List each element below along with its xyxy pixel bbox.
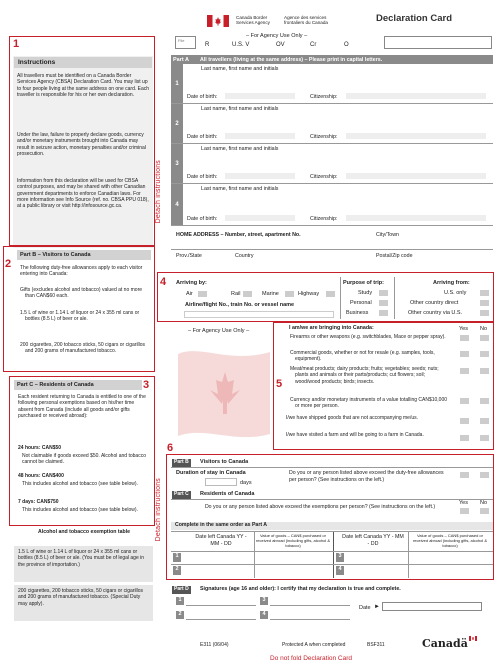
table-row-number: 4 bbox=[336, 566, 344, 575]
origin-us-checkbox[interactable] bbox=[480, 290, 489, 296]
dob-field[interactable] bbox=[225, 215, 295, 221]
mode-highway: Highway bbox=[298, 291, 320, 297]
mode-rail: Rail bbox=[231, 291, 241, 297]
instructions-para-1: All travellers must be identified on a Canada Border Services Agency (CBSA) Declaration Card. You may list up to four people living at the same address on one card. Each traveller is responsible for his or her own declaration. bbox=[17, 73, 150, 98]
part-d-text: Signatures (age 16 and older): I certify that my declaration is true and complete. bbox=[200, 586, 401, 592]
origin-us: U.S. only bbox=[444, 290, 467, 296]
part-b-question: Do you or any person listed above exceed the duty-free allowances per person? (See instructions on the left.) bbox=[289, 470, 444, 483]
part-c-residents-title: Part C – Residents of Canada bbox=[14, 380, 142, 390]
date-label: Date bbox=[359, 605, 371, 611]
exemption-7d-text: This includes alcohol and tobacco (see table below). bbox=[22, 507, 138, 513]
arriving-divider bbox=[394, 277, 395, 319]
part-a-heading: All travellers (living at the same address) – Please print in capital letters. bbox=[200, 57, 383, 63]
col-value-header: Value of goods – CAN$ purchased or received abroad (including gifts, alcohol & tobacco) bbox=[255, 533, 331, 548]
duration-label: Duration of stay in Canada bbox=[176, 470, 246, 476]
name-label: Last name, first name and initials bbox=[201, 106, 279, 112]
table-row-number: 3 bbox=[336, 553, 344, 562]
part-c-residents-intro: Each resident returning to Canada is entitled to one of the following personal exemptions based on his/her time absent from Canada (include all goods and/or gifts purchased or received abroad): bbox=[18, 394, 146, 419]
flight-label: Airline/flight No., train No. or vessel name bbox=[185, 302, 295, 308]
flight-number-field[interactable] bbox=[184, 311, 334, 318]
goods-no-checkbox[interactable] bbox=[480, 418, 489, 424]
traveller-row-4[interactable] bbox=[171, 184, 493, 226]
callout-number-3: 3 bbox=[143, 379, 150, 391]
goods-item-farm: I/we have visited a farm and will be going to a farm in Canada. bbox=[286, 432, 424, 438]
part-c-no-checkbox[interactable] bbox=[480, 508, 489, 514]
code-o: O bbox=[344, 42, 349, 48]
table-divider bbox=[408, 532, 409, 578]
part-c-no-header: No bbox=[480, 500, 488, 506]
agency-use-label: – For Agency Use Only – bbox=[188, 328, 250, 334]
citizenship-field[interactable] bbox=[346, 93, 486, 99]
goods-yes-checkbox[interactable] bbox=[460, 435, 469, 441]
dob-label: Date of birth: bbox=[187, 216, 218, 222]
table-divider bbox=[171, 551, 493, 552]
bsf-code: BSF311 bbox=[367, 642, 385, 648]
traveller-row-number: 1 bbox=[171, 64, 183, 103]
name-label: Last name, first name and initials bbox=[201, 146, 279, 152]
origin-via-us: Other country via U.S. bbox=[408, 310, 463, 316]
agency-name-fr: Agence des services frontaliers du Canada bbox=[284, 15, 328, 26]
city-label: City/Town bbox=[376, 232, 399, 238]
goods-no-checkbox[interactable] bbox=[480, 368, 489, 374]
file-field[interactable] bbox=[175, 36, 196, 49]
citizenship-label: Citizenship: bbox=[310, 134, 338, 140]
signature-number: 2 bbox=[176, 611, 184, 619]
traveller-row-number: 4 bbox=[171, 184, 183, 225]
exemption-24h-text: Not claimable if goods exceed $50. Alcohol and tobacco cannot be claimed. bbox=[22, 453, 146, 466]
callout-box-5 bbox=[273, 322, 494, 450]
col-date-header: Date left Canada YY - MM - DD bbox=[195, 534, 247, 547]
goods-no-checkbox[interactable] bbox=[480, 398, 489, 404]
signature-number: 3 bbox=[260, 597, 268, 605]
citizenship-label: Citizenship: bbox=[310, 174, 338, 180]
origin-direct: Other country direct bbox=[410, 300, 459, 306]
part-b-divider bbox=[171, 467, 493, 468]
goods-item-commercial: Commercial goods, whether or not for resale (e.g. samples, tools, equipment). bbox=[290, 350, 435, 363]
col-value-header: Value of goods – CAN$ purchased or received abroad (including gifts, alcohol & tobacco) bbox=[412, 533, 488, 548]
date-arrow-icon: ► bbox=[374, 604, 380, 610]
signature-line[interactable] bbox=[270, 619, 350, 620]
purpose-personal-checkbox[interactable] bbox=[379, 300, 388, 306]
col-date-header: Date left Canada YY - MM - DD bbox=[342, 534, 404, 547]
part-c-label: Part C bbox=[174, 491, 189, 497]
alcohol-table-title: Alcohol and tobacco exemption table bbox=[38, 529, 130, 535]
code-usv: U.S. V bbox=[232, 42, 250, 48]
part-c-table bbox=[171, 531, 493, 577]
mode-highway-checkbox[interactable] bbox=[326, 291, 335, 297]
goods-item-firearms: Firearms or other weapons (e.g. switchblades, Mace or pepper spray). bbox=[290, 334, 446, 340]
visitor-allowance-item: 200 cigarettes, 200 tobacco sticks, 50 cigars or cigarillos and 200 grams of manufactured tobacco. bbox=[20, 342, 146, 355]
table-row-number: 1 bbox=[173, 553, 181, 562]
purpose-business-checkbox[interactable] bbox=[379, 310, 388, 316]
goods-no-checkbox[interactable] bbox=[480, 435, 489, 441]
mode-air: Air bbox=[186, 291, 193, 297]
page-title: Declaration Card bbox=[376, 13, 453, 24]
part-c-question: Do you or any person listed above exceed the exemptions per person? (See instructions on the left.) bbox=[204, 504, 436, 510]
traveller-row-number: 2 bbox=[171, 104, 183, 143]
arriving-divider bbox=[340, 277, 341, 319]
purpose-study: Study bbox=[358, 290, 373, 296]
instructions-para-2: Under the law, failure to properly declare goods, currency and/or monetary instruments brought into Canada may result in seizure action, monetary penalties and/or criminal prosecution. bbox=[17, 132, 146, 157]
prov-label: Prov./State bbox=[176, 253, 202, 259]
part-c-yes-header: Yes bbox=[459, 500, 468, 506]
part-b-title: Visitors to Canada bbox=[200, 459, 249, 465]
part-b-yes-checkbox[interactable] bbox=[460, 472, 469, 478]
table-divider bbox=[171, 564, 493, 565]
dob-label: Date of birth: bbox=[187, 174, 218, 180]
do-not-fold-warning: Do not fold Declaration Card bbox=[270, 655, 353, 662]
mode-marine-checkbox[interactable] bbox=[285, 291, 294, 297]
duration-field[interactable] bbox=[205, 478, 237, 486]
part-b-no-checkbox[interactable] bbox=[480, 472, 489, 478]
goods-item-shipped: I/we have shipped goods that are not accompanying me/us. bbox=[286, 415, 419, 421]
wordmark-flag-icon bbox=[469, 636, 477, 641]
detach-instructions-label: Detach instructions bbox=[155, 160, 162, 224]
goods-yes-checkbox[interactable] bbox=[460, 418, 469, 424]
part-b-visitors-title: Part B – Visitors to Canada bbox=[17, 250, 151, 260]
citizenship-label: Citizenship: bbox=[310, 94, 338, 100]
dob-field[interactable] bbox=[225, 133, 295, 139]
part-c-yes-checkbox[interactable] bbox=[460, 508, 469, 514]
purpose-label: Purpose of trip: bbox=[343, 280, 384, 286]
code-ov: OV bbox=[276, 42, 285, 48]
goods-item-food: Meat/meat products; dairy products; fruits; vegetables; seeds; nuts; plants and animals or their parts/products; cut flowers; soil; wood/wood products; birds; insects. bbox=[290, 366, 439, 385]
goods-no-checkbox[interactable] bbox=[480, 351, 489, 357]
purpose-business: Business bbox=[346, 310, 369, 316]
dob-label: Date of birth: bbox=[187, 134, 218, 140]
citizenship-field[interactable] bbox=[346, 133, 486, 139]
exemption-24h-label: 24 hours: CAN$50 bbox=[18, 445, 62, 451]
traveller-row-2[interactable] bbox=[171, 104, 493, 144]
tobacco-table-row-text: 200 cigarettes, 200 tobacco sticks, 50 cigars or cigarillos and 200 grams of manufactured tobacco. (Special Duty may apply). bbox=[18, 588, 144, 607]
country-label: Country bbox=[235, 253, 254, 259]
dob-field[interactable] bbox=[225, 93, 295, 99]
part-c-divider bbox=[171, 499, 493, 500]
dob-field[interactable] bbox=[225, 173, 295, 179]
callout-number-2: 2 bbox=[5, 258, 12, 270]
part-a-label: Part A bbox=[173, 57, 189, 63]
part-c-title: Residents of Canada bbox=[200, 491, 255, 497]
origin-via-us-checkbox[interactable] bbox=[480, 310, 489, 316]
signature-line[interactable] bbox=[186, 619, 256, 620]
goods-no-checkbox[interactable] bbox=[480, 335, 489, 341]
days-label: days bbox=[240, 480, 252, 486]
flag-watermark bbox=[170, 334, 283, 454]
table-divider bbox=[333, 532, 334, 578]
protected-label: Protected A when completed bbox=[282, 642, 346, 648]
goods-yes-checkbox[interactable] bbox=[460, 368, 469, 374]
signature-number: 1 bbox=[176, 597, 184, 605]
dob-label: Date of birth: bbox=[187, 94, 218, 100]
postal-label: Postal/Zip code bbox=[376, 253, 413, 259]
home-address-label: HOME ADDRESS – Number, street, apartment No. bbox=[176, 232, 301, 238]
part-c-complete-bar: Complete in the same order as Part A bbox=[171, 522, 493, 530]
goods-yes-checkbox[interactable] bbox=[460, 351, 469, 357]
traveller-row-1[interactable] bbox=[171, 64, 493, 104]
goods-item-currency: Currency and/or monetary instruments of a value totalling CAN$10,000 or more per person. bbox=[290, 397, 448, 410]
code-cr: Cr bbox=[310, 42, 317, 48]
file-label: File bbox=[178, 38, 185, 43]
visitor-allowance-item: Gifts (excludes alcohol and tobacco) valued at no more than CAN$60 each. bbox=[20, 287, 143, 300]
visitor-allowance-item: 1.5 L of wine or 1.14 L of liquor or 24 x 355 ml cans or bottles (8.5 L) of beer or ale. bbox=[20, 310, 140, 323]
signature-line[interactable] bbox=[270, 605, 350, 606]
mode-rail-checkbox[interactable] bbox=[243, 291, 252, 297]
citizenship-label: Citizenship: bbox=[310, 216, 338, 222]
address-divider bbox=[171, 249, 493, 250]
agency-name-en: Canada Border Services Agency bbox=[236, 15, 270, 26]
signature-line[interactable] bbox=[186, 605, 256, 606]
citizenship-field[interactable] bbox=[346, 173, 486, 179]
goods-yes-header: Yes bbox=[459, 326, 468, 332]
alcohol-table-row-text: 1.5 L of wine or 1.14 L of liquor or 24 x 355 ml cans or bottles (8.5 L) of beer or ale. (You must be of legal age in the province of importation.) bbox=[18, 549, 145, 568]
instructions-para-3: Information from this declaration will be used for CBSA control purposes, and may be shared with other Canadian government departments to enforce Canadian laws. For more information see Info Source (ref. no. CBSA PPU 018), at a public library or visit http://infosource.gc.ca. bbox=[17, 178, 149, 209]
name-label: Last name, first name and initials bbox=[201, 66, 279, 72]
goods-no-header: No bbox=[480, 326, 488, 332]
purpose-study-checkbox[interactable] bbox=[379, 290, 388, 296]
table-divider bbox=[254, 532, 255, 578]
exemption-48h-text: This includes alcohol and tobacco (see table below). bbox=[22, 481, 138, 487]
signature-number: 4 bbox=[260, 611, 268, 619]
part-d-label: Part D bbox=[174, 586, 189, 592]
citizenship-field[interactable] bbox=[346, 215, 486, 221]
part-b-label: Part B bbox=[174, 459, 189, 465]
form-code: E311 (06/04) bbox=[200, 642, 229, 648]
canada-flag-icon bbox=[207, 15, 229, 27]
agency-code-box[interactable] bbox=[384, 36, 492, 49]
callout-number-4: 4 bbox=[160, 276, 167, 288]
mode-marine: Marine bbox=[262, 291, 279, 297]
agency-use-label: – For Agency Use Only – bbox=[246, 33, 308, 39]
instructions-title: Instructions bbox=[14, 57, 152, 68]
callout-number-5: 5 bbox=[276, 378, 283, 390]
arriving-by-label: Arriving by: bbox=[176, 280, 207, 286]
exemption-7d-label: 7 days: CAN$750 bbox=[18, 499, 59, 505]
callout-number-6: 6 bbox=[167, 442, 174, 454]
name-label: Last name, first name and initials bbox=[201, 186, 279, 192]
mode-air-checkbox[interactable] bbox=[198, 291, 207, 297]
purpose-personal: Personal bbox=[350, 300, 372, 306]
exemption-48h-label: 48 hours: CAN$400 bbox=[18, 473, 64, 479]
goods-yes-checkbox[interactable] bbox=[460, 335, 469, 341]
goods-heading: I am/we are bringing into Canada: bbox=[289, 325, 374, 331]
traveller-row-number: 3 bbox=[171, 144, 183, 183]
arriving-from-label: Arriving from: bbox=[433, 280, 470, 286]
date-field[interactable] bbox=[382, 602, 482, 611]
canada-wordmark: Canadä bbox=[422, 637, 468, 650]
detach-instructions-label: Detach instructions bbox=[155, 478, 162, 542]
origin-direct-checkbox[interactable] bbox=[480, 300, 489, 306]
table-row-number: 2 bbox=[173, 566, 181, 575]
callout-number-1: 1 bbox=[13, 38, 20, 50]
code-r: R bbox=[205, 42, 210, 48]
part-b-visitors-intro: The following duty-free allowances apply to each visitor entering into Canada: bbox=[20, 265, 143, 278]
traveller-row-3[interactable] bbox=[171, 144, 493, 184]
goods-yes-checkbox[interactable] bbox=[460, 398, 469, 404]
